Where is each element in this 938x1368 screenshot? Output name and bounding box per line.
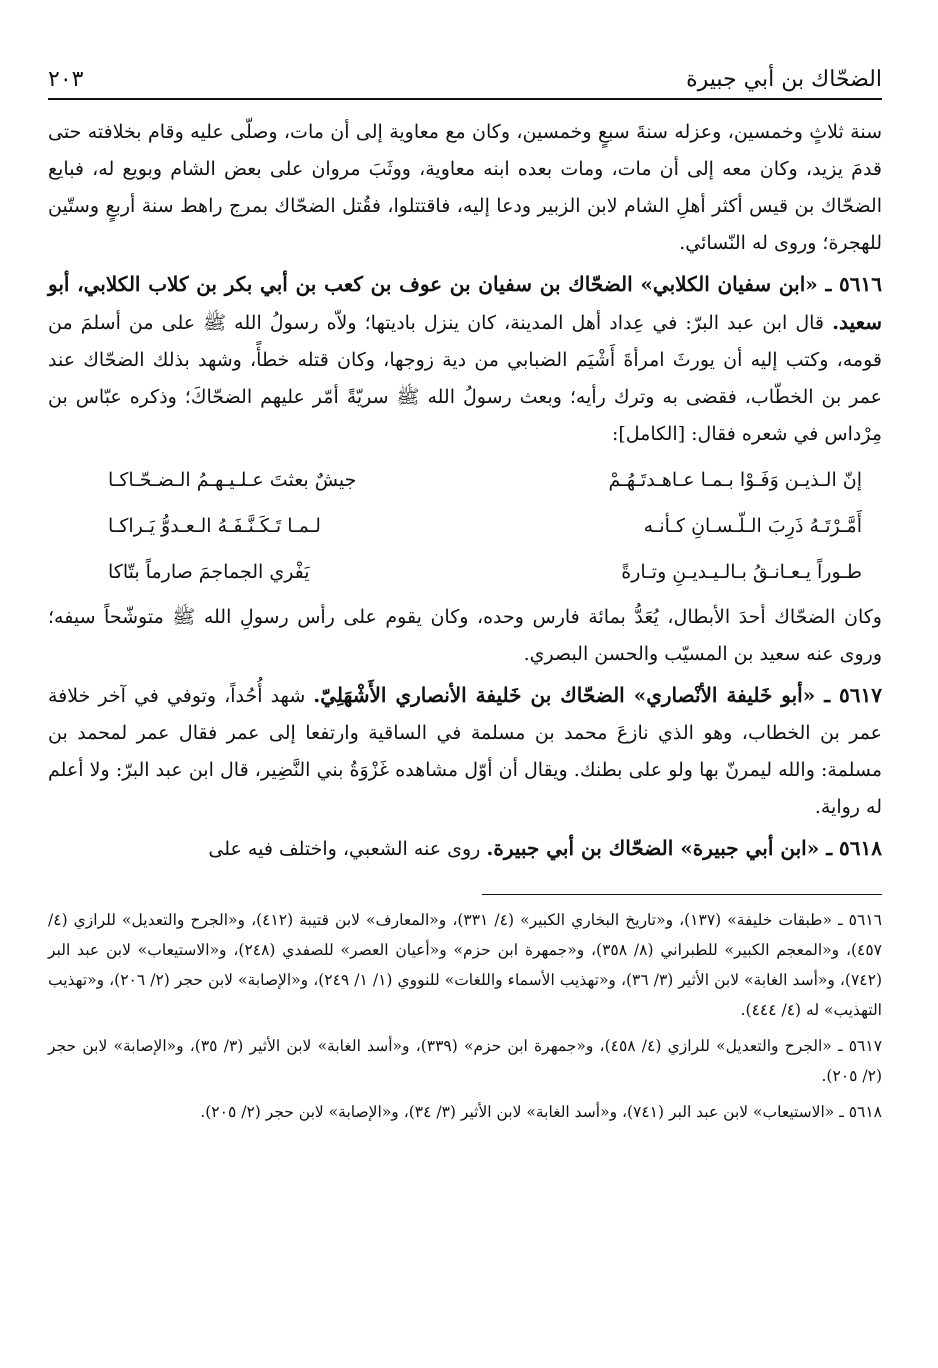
footnotes (48, 905, 882, 1127)
verse-first-hemistich: إنّ الـذيـن وَفَـوْا بـمـا عـاهـدتَـهُـمْ (608, 469, 862, 491)
footnote-5618: ٥٦١٨ ـ «الاستيعاب» لابن عبد البر (٧٤١)، و«أسد الغابة» لابن الأثير (٣/ ٣٤)، و«الإصابة» لابن حجر (٢/ ٢٠٥). (200, 1103, 882, 1121)
poem (108, 457, 862, 595)
footnote-divider (482, 894, 882, 895)
entry-5616-heading: ٥٦١٦ ـ «ابن سفيان الكلابي» الضحّاك بن سفيان بن عوف بن كعب بن أبي بكر بن كلاب الكلابي، أبو سعيد. (48, 272, 882, 334)
entry-5617 (48, 677, 882, 826)
entry-5618-text: روى عنه الشعبي، واختلف فيه على (208, 838, 487, 860)
verse-first-hemistich: أَمَّـرْتَـهُ ذَرِبَ الـلّـسـانِ كـأنـه (643, 515, 862, 537)
entry-5617-text: شهد أُحُداً، وتوفي في آخر خلافة عمر بن الخطاب، وهو الذي نازعَ محمد بن مسلمة في الساقية وارتفعا إلى عمر فقال عمر لمحمد بن مسلمة: والله ليمرنّ بها ولو على بطنك. ويقال أن أوّل مشاهده غَزْوَةُ بني النَّضِير، قال ابن عبد البرّ: ولا أعلم له رواية. (48, 685, 882, 818)
entry-5618-heading: ٥٦١٨ ـ «ابن أبي جبيرة» الضحّاك بن أبي جبيرة. (486, 836, 882, 860)
verse-first-hemistich: طـوراً يـعـانـقُ بـالـيـديـنِ وتـارةً (621, 561, 862, 583)
entry-5618 (48, 830, 882, 868)
header-title: الضحّاك بن أبي جبيرة (686, 67, 882, 92)
verse-second-hemistich: لـمـا تَـكَـنَّـفَـهُ الـعـدوُّ يَـراكـا (108, 515, 321, 537)
entry-5616-continuation: وكان الضحّاك أحدَ الأبطال، يُعَدُّ بمائة فارس وحده، وكان يقوم على رأس رسولِ الله ﷺ متوشّحاً سيفه؛ وروى عنه سعيد بن المسيّب والحسن البصري. (48, 606, 882, 665)
entry-5616-text: قال ابن عبد البرّ: في عِداد أهل المدينة، كان ينزل باديتها؛ ولاّه رسولُ الله ﷺ على من أسلمَ من قومه، وكتب إليه أن يورثَ امرأةَ أَشْيَم الضبابي من دية زوجها، وكان قتله خطأً، وشهد بذلك الضحّاك عند عمر بن الخطّاب، فقضى به وترك رأيه؛ وبعث رسولُ الله ﷺ سريّةً أمّر عليهم الضحّاكَ؛ وذكره عبّاس بن مِرْداس في شعره فقال: [الكامل]: (48, 312, 882, 445)
running-header (48, 52, 882, 100)
verse-second-hemistich: يَفْري الجماجمَ صارماً بتّاكا (108, 561, 310, 583)
footnote-5617: ٥٦١٧ ـ «الجرح والتعديل» للرازي (٤/ ٤٥٨)، و«جمهرة ابن حزم» (٣٣٩)، و«أسد الغابة» لابن الأثير (٣/ ٣٥)، و«الإصابة» لابن حجر (٢/ ٢٠٥). (48, 1037, 883, 1085)
entry-5616 (48, 266, 882, 453)
verse-second-hemistich: جيشٌ بعثتَ عـلـيـهـمُ الـضـحّـاكـا (108, 469, 357, 491)
entry-5617-heading: ٥٦١٧ ـ «أبو خَليفة الأنْصاري» الضحّاك بن خَليفة الأنصاري الأَشْهَلِيّ. (313, 683, 882, 707)
page-number: ٢٠٣ (48, 67, 84, 92)
footnote-5616: ٥٦١٦ ـ «طبقات خليفة» (١٣٧)، و«تاريخ البخاري الكبير» (٤/ ٣٣١)، و«المعارف» لابن قتيبة (٤١٢)، و«الجرح والتعديل» للرازي (٤/ ٤٥٧)، و«المعجم الكبير» للطبراني (٨/ ٣٥٨)، و«جمهرة ابن حزم» و«أعيان العصر» للصفدي (٢٤٨)، و«الاستيعاب» لابن عبد البر (٧٤٢)، و«أسد الغابة» لابن الأثير (٣/ ٣٦)، و«تهذيب الأسماء واللغات» للنووي (١/ ١/ ٢٤٩)، و«الإصابة» لابن حجر (٢/ ٢٠٦)، و«تهذيب التهذيب» له (٤/ ٤٤٤). (48, 911, 882, 1019)
poem-verse (108, 549, 862, 595)
intro-paragraph: سنة ثلاثٍ وخمسين، وعزله سنةَ سبعٍ وخمسين، وكان مع معاوية إلى أن مات، وصلّى عليه وقام بخلافته حتى قدمَ يزيد، وكان معه إلى أن مات، ومات بعده ابنه معاوية، ووثَبَ مروان على بعض الشام وبويع له، فبايع الضحّاك بن قيس أكثر أهلِ الشام لابن الزبير ودعا إليه، فاقتتلوا، فقُتل الضحّاك بمرج راهط سنة أربعٍ وستّين للهجرة؛ وروى له النّسائي. (48, 121, 882, 254)
main-text (48, 114, 882, 868)
poem-verse (108, 503, 862, 549)
poem-verse (108, 457, 862, 503)
